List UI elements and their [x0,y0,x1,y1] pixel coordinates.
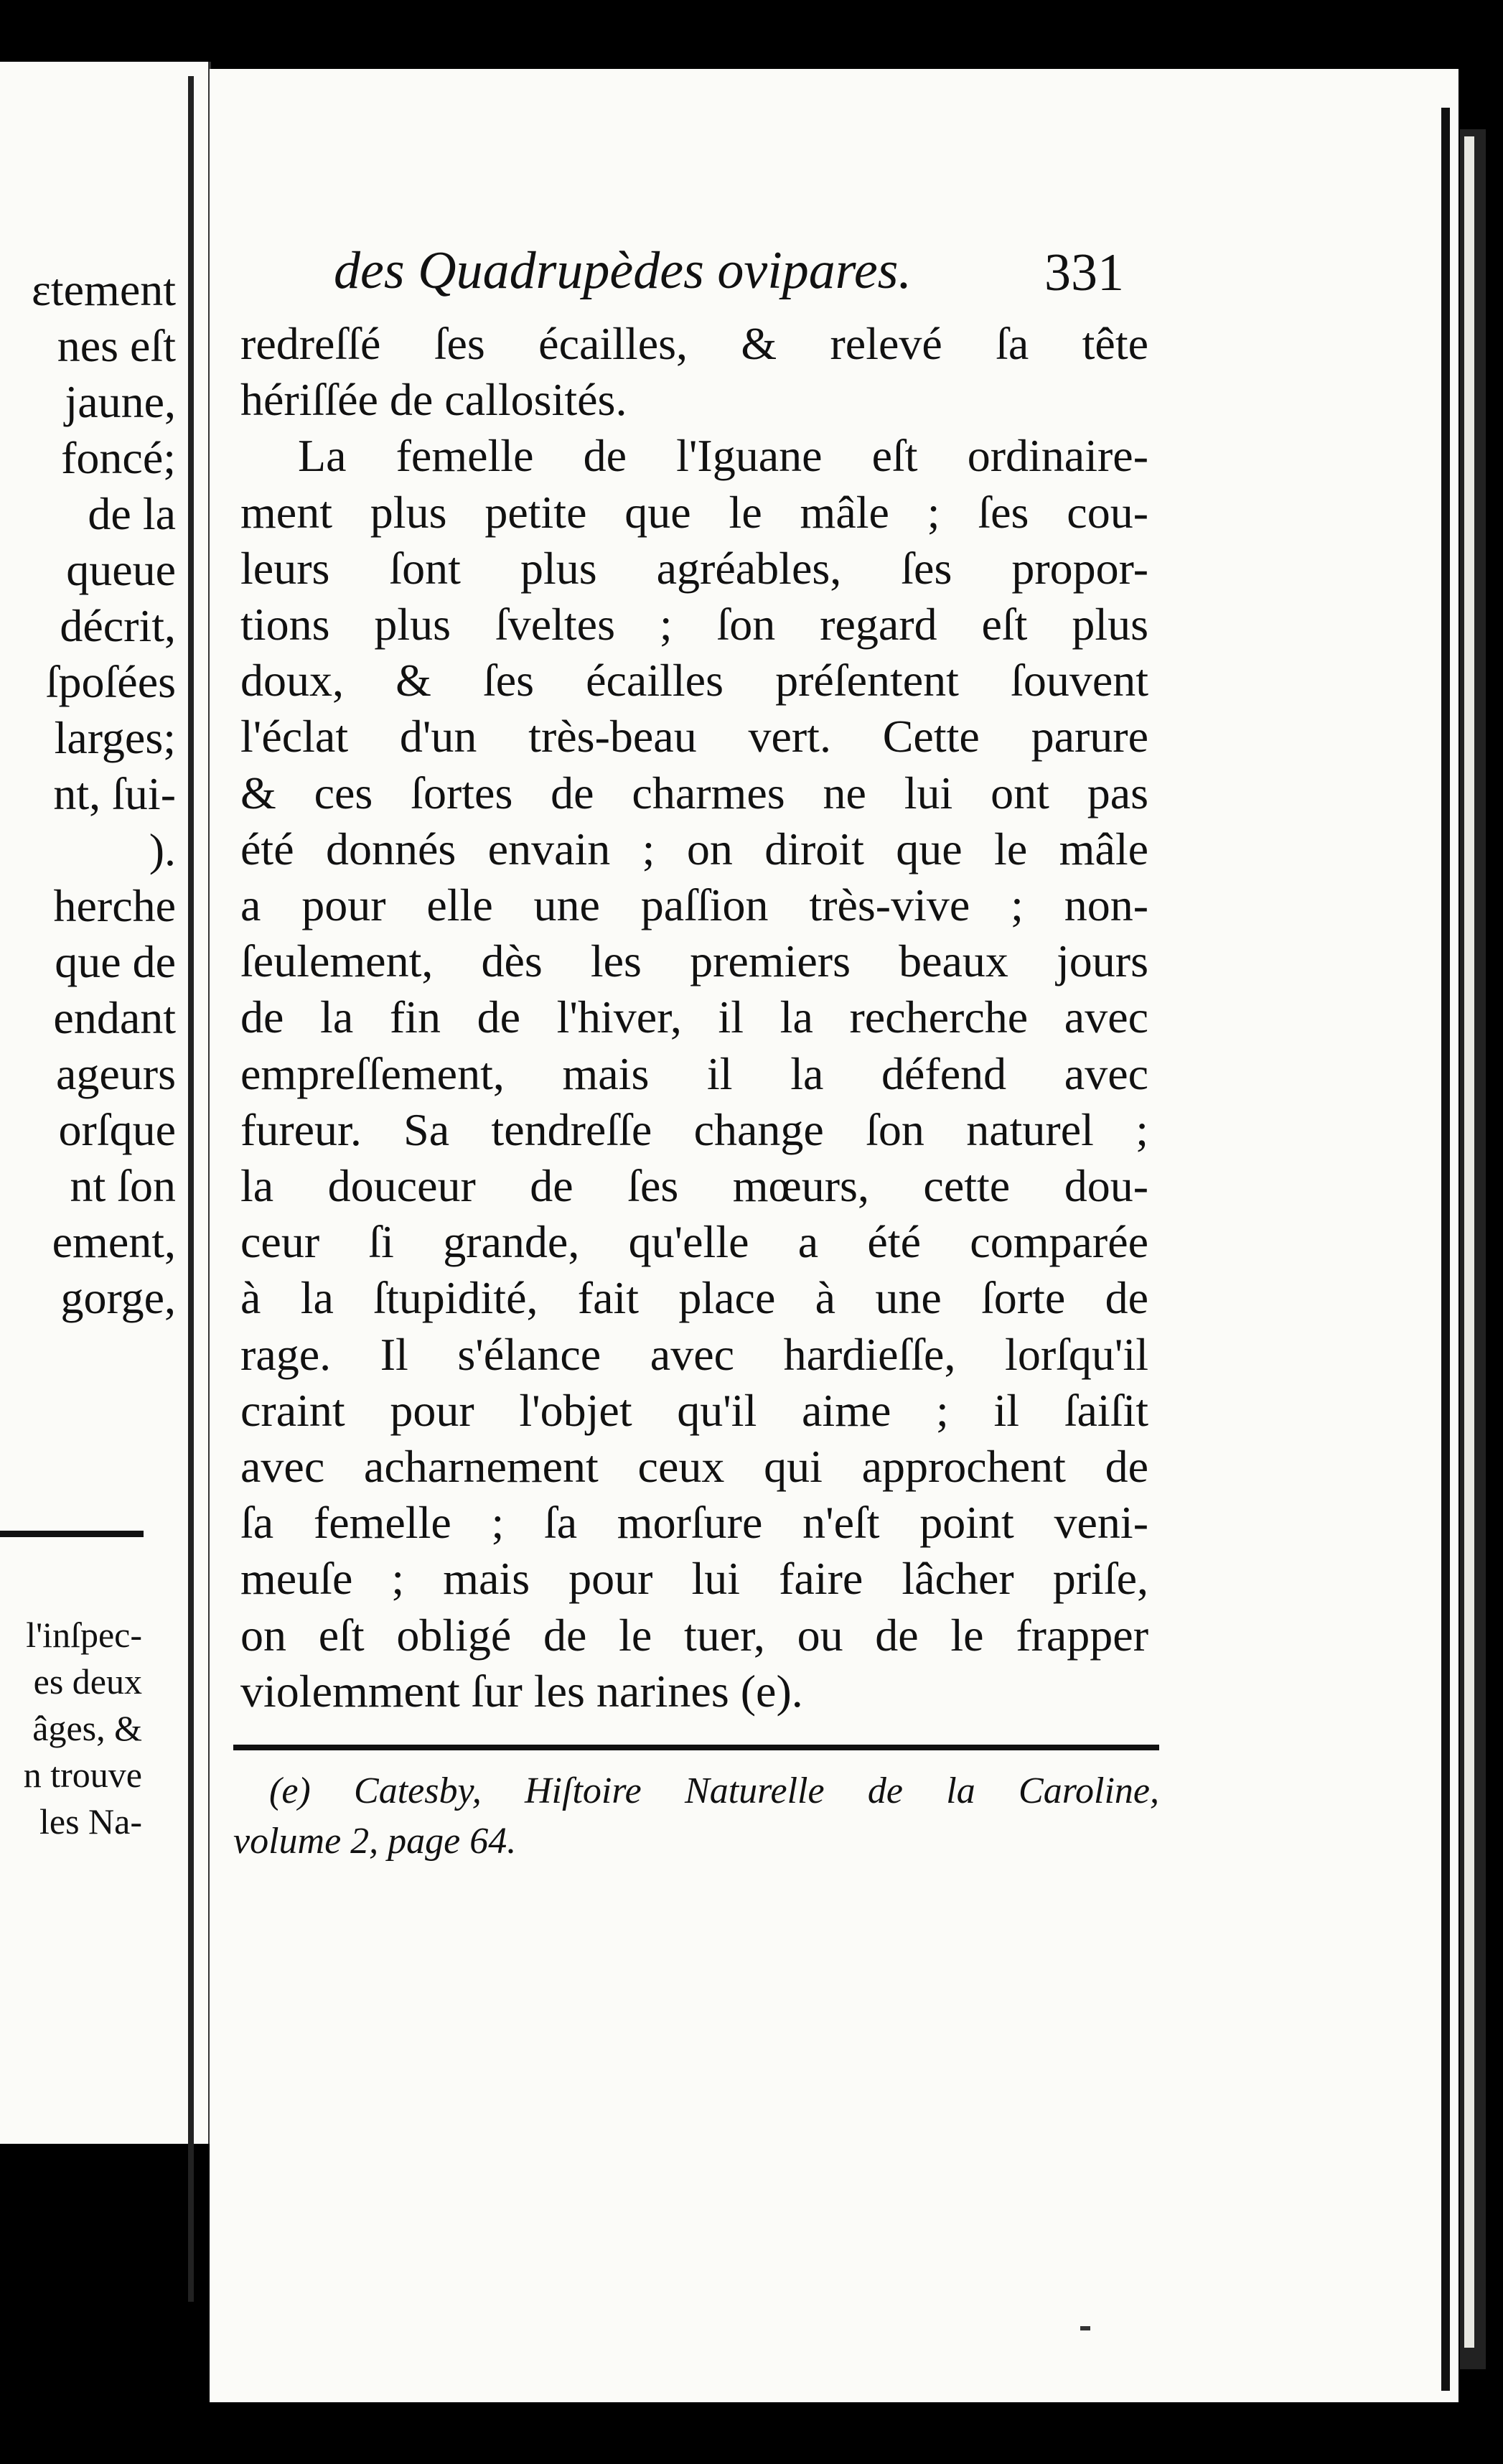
left-line: nt, ſui- [53,768,176,819]
footnote [233,1766,1159,1867]
left-line: larges; [54,712,176,763]
text-line: à la ſtupidité, fait place à une ſorte de [240,1272,1148,1324]
footnote-line: (e) Catesby, Hiſtoire Naturelle de la Caroline, [269,1770,1159,1811]
text-line: & ces ſortes de charmes ne lui ont pas [240,767,1148,818]
text-line: hériſſée de callosités. [240,374,627,426]
text-line: meuſe ; mais pour lui faire lâcher priſe, [240,1553,1148,1605]
footnote-rule [233,1745,1159,1750]
text-line: été donnés envain ; on diroit que le mâle [240,823,1148,874]
left-line: de la [88,488,176,539]
left-line: gorge, [60,1272,176,1323]
text-line: rage. Il s'élance avec hardieſſe, lorſqu'il [240,1328,1148,1380]
left-line: queue [66,544,176,595]
text-line: La femelle de l'Iguane eſt ordinaire- [298,430,1148,482]
text-line: ment plus petite que le mâle ; ſes cou- [240,486,1148,538]
left-line: endant [53,992,176,1043]
footnote-line: volume 2, page 64. [233,1821,517,1862]
text-line: violemment ſur les narines (e). [240,1665,803,1717]
text-line: craint pour l'objet qu'il aime ; il ſaiſit [240,1384,1148,1436]
text-line: de la fin de l'hiver, il la recherche avec [240,991,1148,1043]
left-note-line: les Na- [39,1801,142,1842]
text-line: redreſſé ſes écailles, & relevé ſa tête [240,318,1148,369]
text-line: fureur. Sa tendreſſe change ſon naturel ; [240,1103,1148,1155]
left-line: ). [149,824,176,875]
left-line: décrit, [60,600,176,651]
body-text [240,316,1148,1719]
text-line: tions plus ſveltes ; ſon regard eſt plus [240,599,1148,650]
page-edge-light [1464,136,1474,2348]
left-line: nt ſon [70,1160,176,1211]
left-page-notes [0,1612,142,1845]
left-line: orſque [58,1104,176,1155]
page-number: 331 [1044,243,1124,302]
text-line: doux, & ſes écailles préſentent ſouvent [240,655,1148,706]
text-line: ceur ſi grande, qu'elle a été comparée [240,1216,1148,1268]
text-line: a pour elle une paſſion très-vive ; non- [240,879,1148,931]
text-line: ſa femelle ; ſa morſure n'eſt point veni- [240,1497,1148,1549]
left-note-line: n trouve [23,1755,142,1795]
left-line: jaune, [65,376,176,427]
left-note-line: es deux [33,1661,142,1702]
book-gutter [188,76,194,2302]
text-line: empreſſement, mais il la défend avec [240,1047,1148,1099]
running-head: des Quadrupèdes ovipares. [334,241,912,300]
left-line: ɛtement [31,264,176,315]
text-line: on eſt obligé de le tuer, ou de le frapper [240,1609,1148,1661]
left-line: herche [53,880,176,931]
text-line: la douceur de ſes mœurs, cette dou- [240,1160,1148,1212]
left-page-text [0,262,176,1326]
left-line: foncé; [61,432,176,483]
text-line: leurs ſont plus agréables, ſes propor- [240,542,1148,594]
stray-ink-mark [1080,2326,1090,2330]
left-note-line: l'inſpec- [26,1615,142,1655]
left-line: ement, [52,1216,176,1267]
text-line: avec acharnement ceux qui approchent de [240,1441,1148,1493]
left-line: nes eſt [57,320,176,371]
left-line: que de [55,936,176,987]
left-line: ageurs [55,1048,176,1099]
page-edge-shadow [1441,108,1450,2391]
left-note-line: âges, & [32,1708,142,1748]
left-footnote-rule [0,1531,144,1537]
text-line: ſeulement, dès les premiers beaux jours [240,935,1148,987]
left-line: ſpoſées [45,656,176,707]
text-line: l'éclat d'un très-beau vert. Cette parure [240,711,1148,762]
